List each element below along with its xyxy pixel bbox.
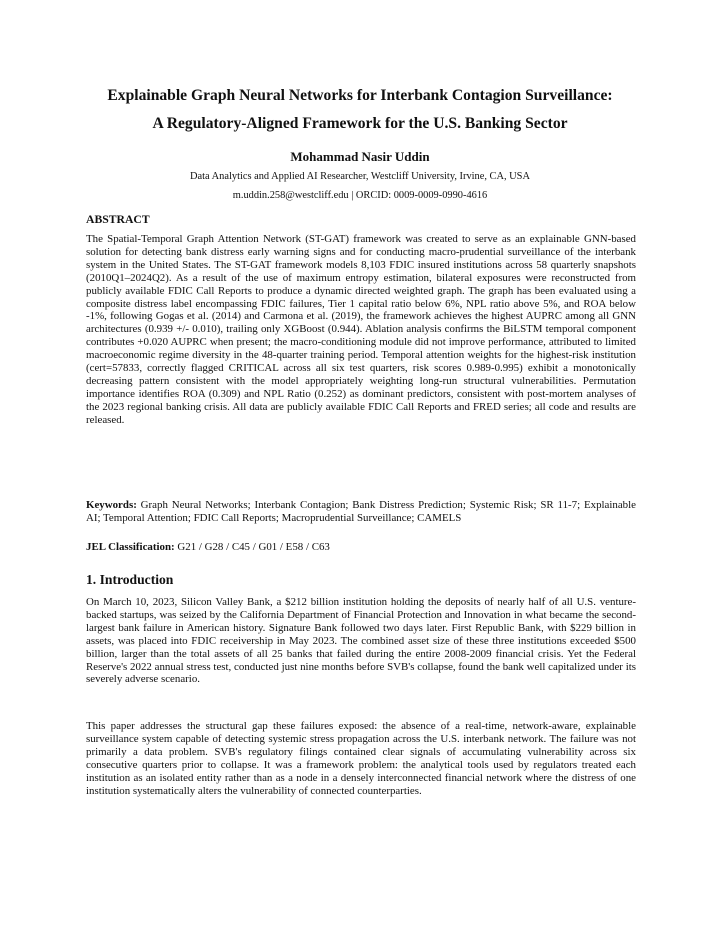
abstract-heading: ABSTRACT bbox=[86, 213, 150, 226]
author-name: Mohammad Nasir Uddin bbox=[290, 149, 430, 164]
paper-title-line1: Explainable Graph Neural Networks for Interbank Contagion Surveillance: bbox=[107, 87, 613, 104]
jel-text: G21 / G28 / C45 / G01 / E58 / C63 bbox=[174, 541, 330, 553]
introduction-paragraph-2: This paper addresses the structural gap these failures exposed: the absence of a real-time, network-aware, explainable surveillance system capable of detecting systemic stress propagation across the U.S. interbank network. The failure was not primarily a data problem. SVB's regulatory filings contained clear signals of accumulating vulnerability across six consecutive quarters prior to collapse. It was a framework problem: the analytical tools used by regulators treated each institution as an isolated entity rather than as a node in a densely interconnected financial network where the distress of one institution systematically alters the vulnerability of connected counterparties. bbox=[86, 720, 636, 797]
keywords-text: Graph Neural Networks; Interbank Contagion; Bank Distress Prediction; Systemic Risk; SR 11-7; Explainable AI; Temporal Attention; FDIC Call Reports; Macroprudential Surveillance; CAMELS bbox=[86, 499, 636, 524]
author-affiliation: Data Analytics and Applied AI Researcher, Westcliff University, Irvine, CA, USA bbox=[190, 171, 530, 182]
author-contact: m.uddin.258@westcliff.edu | ORCID: 0009-0009-0990-4616 bbox=[232, 190, 488, 201]
jel-label: JEL Classification: bbox=[86, 541, 175, 553]
abstract-text: The Spatial-Temporal Graph Attention Network (ST-GAT) framework was created to serve as an explainable GNN-based solution for detecting bank distress early warning signs and for conducting macro-prudential surveillance of the interbank system in the United States. The ST-GAT framework models 8,103 FDIC insured institutions across 58 quarterly snapshots (2010Q1–2024Q2). As a result of the use of maximum entropy estimation, bilateral exposures were reconstructed from publicly available FDIC Call Reports to produce a dynamic directed weighted graph. The graph has been evaluated using a composite distress label encompassing FDIC failures, Tier 1 capital ratio below 6%, NPL ratio above 5%, and ROA below -1%, following Gogas et al. (2014) and Carmona et al. (2019), the framework achieves the highest AUPRC among all GNN architectures (0.939 +/- 0.010), trailing only XGBoost (0.944). Ablation analysis confirms the BiLSTM temporal component contributes +0.020 AUPRC when present; the macro-conditioning module did not improve performance, attributed to limited macroeconomic regime diversity in the 48-quarter training period. Temporal attention weights for the highest-risk institution (cert=57833, correctly flagged CRITICAL across all six test quarters, risk scores 0.989-0.995) exhibit a monotonically decreasing pattern consistent with the model appropriately weighting long-run structural vulnerabilities. Permutation importance identifies ROA (0.309) and NPL Ratio (0.252) as dominant predictors, consistent with post-mortem analyses of the 2023 regional banking crisis. All data are publicly available FDIC Call Reports and FRED series; all code and results are released. bbox=[86, 233, 636, 426]
keywords bbox=[86, 499, 636, 525]
jel-classification bbox=[86, 541, 636, 554]
introduction-heading: 1. Introduction bbox=[86, 572, 174, 587]
keywords-label: Keywords: bbox=[86, 499, 137, 511]
introduction-paragraph-1: On March 10, 2023, Silicon Valley Bank, a $212 billion institution holding the deposits of nearly half of all U.S. venture-backed startups, was seized by the California Department of Financial Protection and Innovation in what became the second-largest bank failure in American history. Signature Bank followed two days later. First Republic Bank, with $229 billion in assets, was placed into FDIC receivership in May 2023. The combined asset size of these three institutions exceeded $500 billion, larger than the total assets of all 25 banks that failed during the entire 2008-2009 financial crisis. Yet the Federal Reserve's 2022 annual stress test, conducted just nine months before SVB's collapse, found the bank well capitalized under its severely adverse scenario. bbox=[86, 596, 636, 686]
paper-title-line2: A Regulatory-Aligned Framework for the U.S. Banking Sector bbox=[152, 115, 568, 132]
